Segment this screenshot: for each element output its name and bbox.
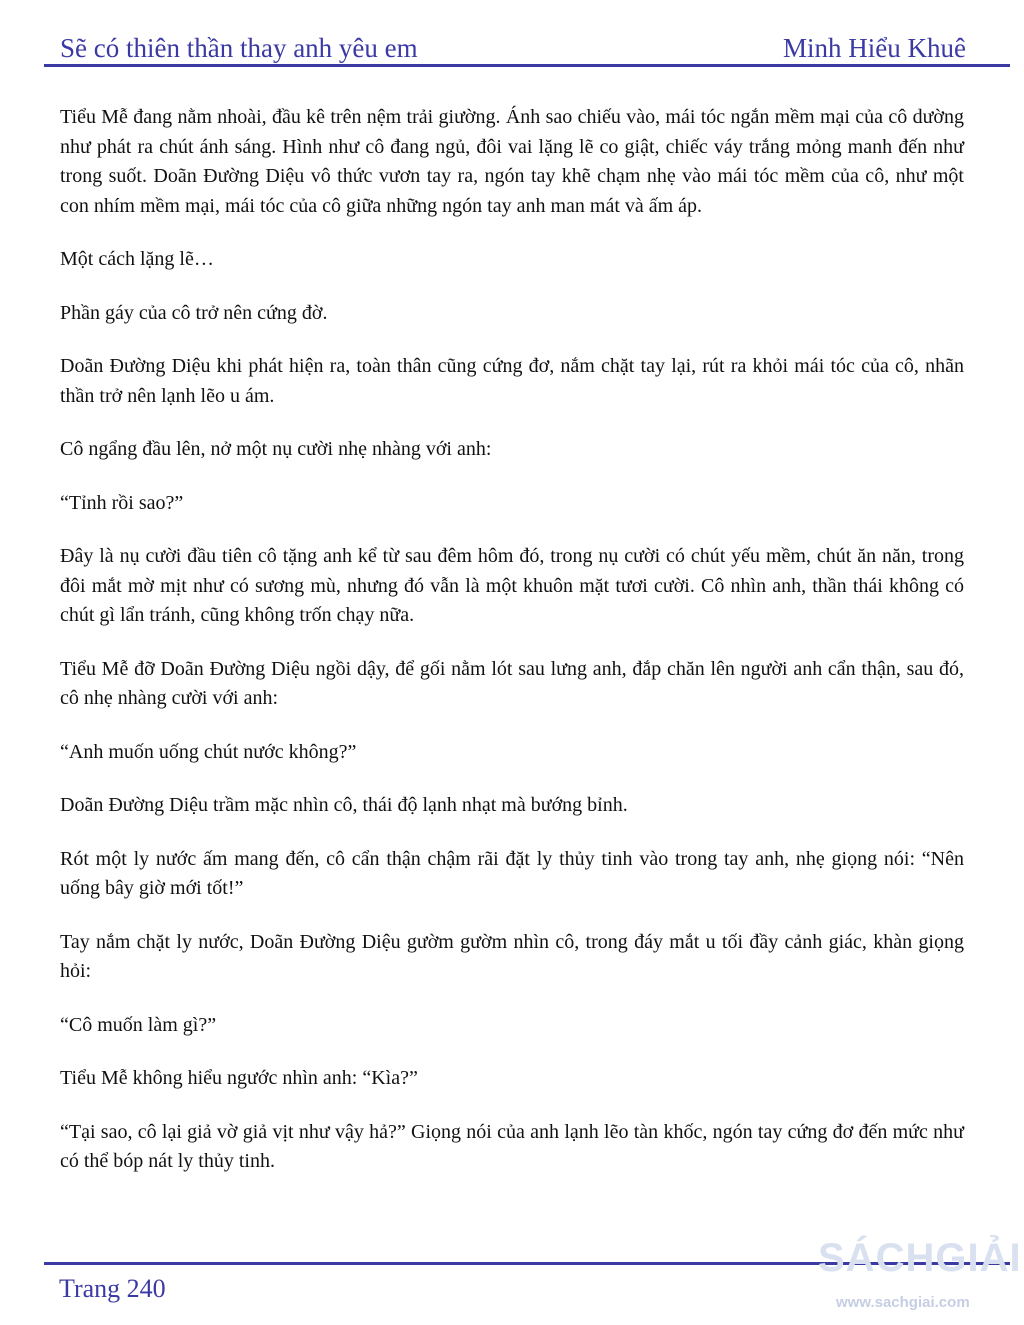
paragraph: Một cách lặng lẽ… bbox=[60, 248, 214, 270]
watermark bbox=[818, 1236, 1024, 1320]
paragraph: “Cô muốn làm gì?” bbox=[60, 1013, 217, 1036]
paragraph: Rót một ly nước ấm mang đến, cô cẩn thận chậm rãi đặt ly thủy tinh vào trong tay anh, nhẹ giọng nói: “Nên uống bây giờ mới tốt!” bbox=[60, 847, 964, 899]
paragraph: “Tại sao, cô lại giả vờ giả vịt như vậy hả?” Giọng nói của anh lạnh lẽo tàn khốc, ngón tay cứng đơ đến mức như có thể bóp nát ly thủy tinh. bbox=[60, 1120, 964, 1172]
paragraph: “Tỉnh rồi sao?” bbox=[60, 491, 184, 514]
paragraph: Cô ngẩng đầu lên, nở một nụ cười nhẹ nhàng với anh: bbox=[60, 438, 492, 460]
page-body bbox=[60, 103, 964, 1201]
paragraph: Đây là nụ cười đầu tiên cô tặng anh kể từ sau đêm hôm đó, trong nụ cười có chút yếu mềm, chút ăn năn, trong đôi mắt mờ mịt như có sương mù, nhưng đó vẫn là một khuôn mặt tươi cười. Cô nhìn anh, thần thái không có chút gì lẩn tránh, cũng không trốn chạy nữa. bbox=[60, 545, 964, 626]
paragraph: Tiểu Mễ đang nằm nhoài, đầu kê trên nệm trải giường. Ánh sao chiếu vào, mái tóc ngắn mềm mại của cô dường như phát ra chút ánh sáng. Hình như cô đang ngủ, đôi vai lặng lẽ co giật, chiếc váy trắng mỏng manh đến như trong suốt. Doãn Đường Diệu vô thức vươn tay ra, ngón tay khẽ chạm nhẹ vào mái tóc mềm của cô, như một con nhím mềm mại, mái tóc của cô giữa những ngón tay anh man mát và ấm áp. bbox=[60, 106, 964, 217]
watermark-url: www.sachgiai.com bbox=[836, 1294, 970, 1311]
page-header bbox=[60, 24, 966, 64]
paragraph: Tay nắm chặt ly nước, Doãn Đường Diệu gườm gườm nhìn cô, trong đáy mắt u tối đầy cảnh giác, khàn giọng hỏi: bbox=[60, 930, 964, 982]
watermark-logo: SÁCHGIẢI bbox=[818, 1236, 1022, 1280]
page-number: Trang 240 bbox=[59, 1274, 166, 1303]
book-title: Sẽ có thiên thần thay anh yêu em bbox=[60, 33, 418, 63]
header-divider bbox=[44, 64, 1010, 67]
paragraph: Doãn Đường Diệu trầm mặc nhìn cô, thái độ lạnh nhạt mà bướng bỉnh. bbox=[60, 794, 628, 816]
paragraph: Phần gáy của cô trở nên cứng đờ. bbox=[60, 301, 328, 324]
paragraph: Tiểu Mễ đỡ Doãn Đường Diệu ngồi dậy, để gối nằm lót sau lưng anh, đắp chăn lên người anh cẩn thận, sau đó, cô nhẹ nhàng cười với anh: bbox=[60, 657, 964, 709]
paragraph: “Anh muốn uống chút nước không?” bbox=[60, 740, 357, 763]
author-name: Minh Hiểu Khuê bbox=[783, 33, 966, 63]
paragraph: Tiểu Mễ không hiểu ngước nhìn anh: “Kìa?” bbox=[60, 1067, 418, 1089]
paragraph: Doãn Đường Diệu khi phát hiện ra, toàn thân cũng cứng đơ, nắm chặt tay lại, rút ra khỏi mái tóc của cô, nhãn thần trở nên lạnh lẽo u ám. bbox=[60, 355, 964, 407]
